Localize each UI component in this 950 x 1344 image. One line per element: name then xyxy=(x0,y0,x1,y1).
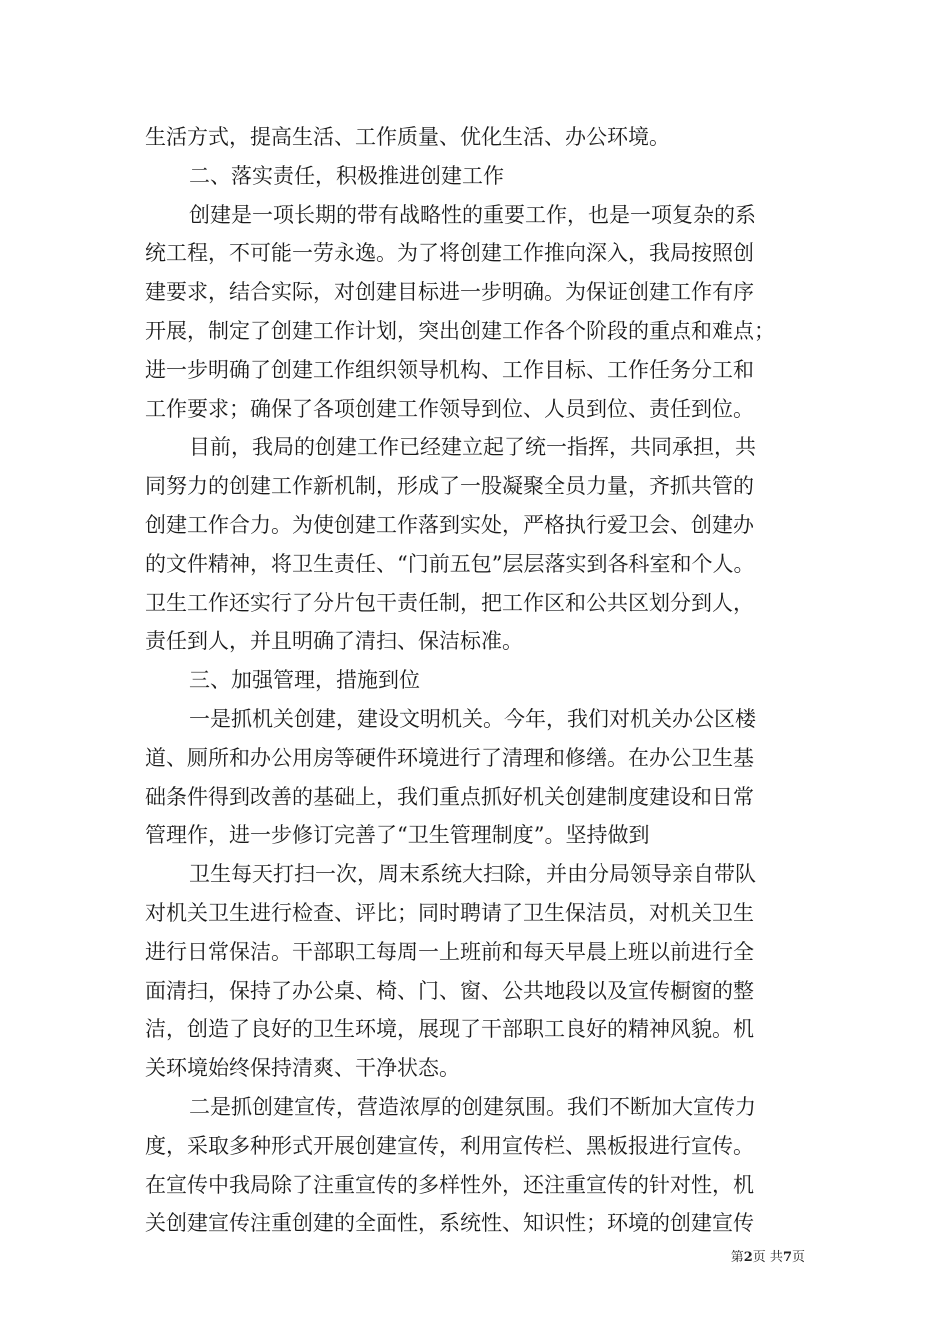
text-line: 管理作，进一步修订完善了“卫生管理制度”。坚持做到 xyxy=(145,823,650,848)
text-line: 责任到人，并且明确了清扫、保洁标准。 xyxy=(145,629,523,654)
text-line: 生活方式，提高生活、工作质量、优化生活、办公环境。 xyxy=(145,125,670,149)
text-line: 道、厕所和办公用房等硬件环境进行了清理和修缮。在办公卫生基 xyxy=(145,745,754,770)
text-line: 卫生工作还实行了分片包干责任制，把工作区和公共区划分到人， xyxy=(145,590,754,615)
text-line: 统工程，不可能一劳永逸。为了将创建工作推向深入，我局按照创 xyxy=(145,241,754,266)
text-line: 在宣传中我局除了注重宣传的多样性外，还注重宣传的针对性，机 xyxy=(145,1172,754,1197)
text-line: 开展，制定了创建工作计划，突出创建工作各个阶段的重点和难点； xyxy=(145,318,775,343)
text-line: 础条件得到改善的基础上，我们重点抓好机关创建制度建设和日常 xyxy=(145,784,754,809)
text-line: 同努力的创建工作新机制，形成了一股凝聚全员力量，齐抓共管的 xyxy=(145,474,754,499)
page-footer xyxy=(0,1246,805,1265)
text-line: 关创建宣传注重创建的全面性，系统性、知识性；环境的创建宣传 xyxy=(145,1211,754,1236)
text-line: 进行日常保洁。干部职工每周一上班前和每天早晨上班以前进行全 xyxy=(145,939,754,964)
footer-prefix: 第 xyxy=(730,1250,744,1265)
text-line: 卫生每天打扫一次，周末系统大扫除，并由分局领导亲自带队 xyxy=(189,862,756,887)
text-line: 度，采取多种形式开展创建宣传，利用宣传栏、黑板报进行宣传。 xyxy=(145,1133,754,1158)
document-body xyxy=(145,118,805,1243)
text-line: 三、加强管理，措施到位 xyxy=(189,668,420,693)
text-line: 目前，我局的创建工作已经建立起了统一指挥，共同承担，共 xyxy=(189,435,756,460)
text-line: 关环境始终保持清爽、干净状态。 xyxy=(145,1056,460,1081)
text-line: 创建是一项长期的带有战略性的重要工作，也是一项复杂的系 xyxy=(189,202,756,227)
text-line: 对机关卫生进行检查、评比；同时聘请了卫生保洁员，对机关卫生 xyxy=(145,900,754,925)
text-line: 面清扫，保持了办公桌、椅、门、窗、公共地段以及宣传橱窗的整 xyxy=(145,978,754,1003)
footer-middle: 页 共 xyxy=(752,1250,783,1265)
text-line: 建要求，结合实际，对创建目标进一步明确。为保证创建工作有序 xyxy=(145,280,754,305)
current-page-number: 2 xyxy=(743,1250,753,1265)
text-line: 二、落实责任，积极推进创建工作 xyxy=(189,163,504,188)
footer-suffix: 页 xyxy=(791,1250,805,1265)
text-line: 的文件精神，将卫生责任、“门前五包”层层落实到各科室和个人。 xyxy=(145,551,755,576)
text-line: 进一步明确了创建工作组织领导机构、工作目标、工作任务分工和 xyxy=(145,357,754,382)
text-line: 一是抓机关创建，建设文明机关。今年，我们对机关办公区楼 xyxy=(189,706,756,731)
text-line: 创建工作合力。为使创建工作落到实处，严格执行爱卫会、创建办 xyxy=(145,512,754,537)
text-line: 洁，创造了良好的卫生环境，展现了干部职工良好的精神风貌。机 xyxy=(145,1017,754,1042)
text-line: 工作要求；确保了各项创建工作领导到位、人员到位、责任到位。 xyxy=(145,396,754,421)
total-page-number: 7 xyxy=(782,1250,792,1265)
text-line: 二是抓创建宣传，营造浓厚的创建氛围。我们不断加大宣传力 xyxy=(189,1094,756,1119)
